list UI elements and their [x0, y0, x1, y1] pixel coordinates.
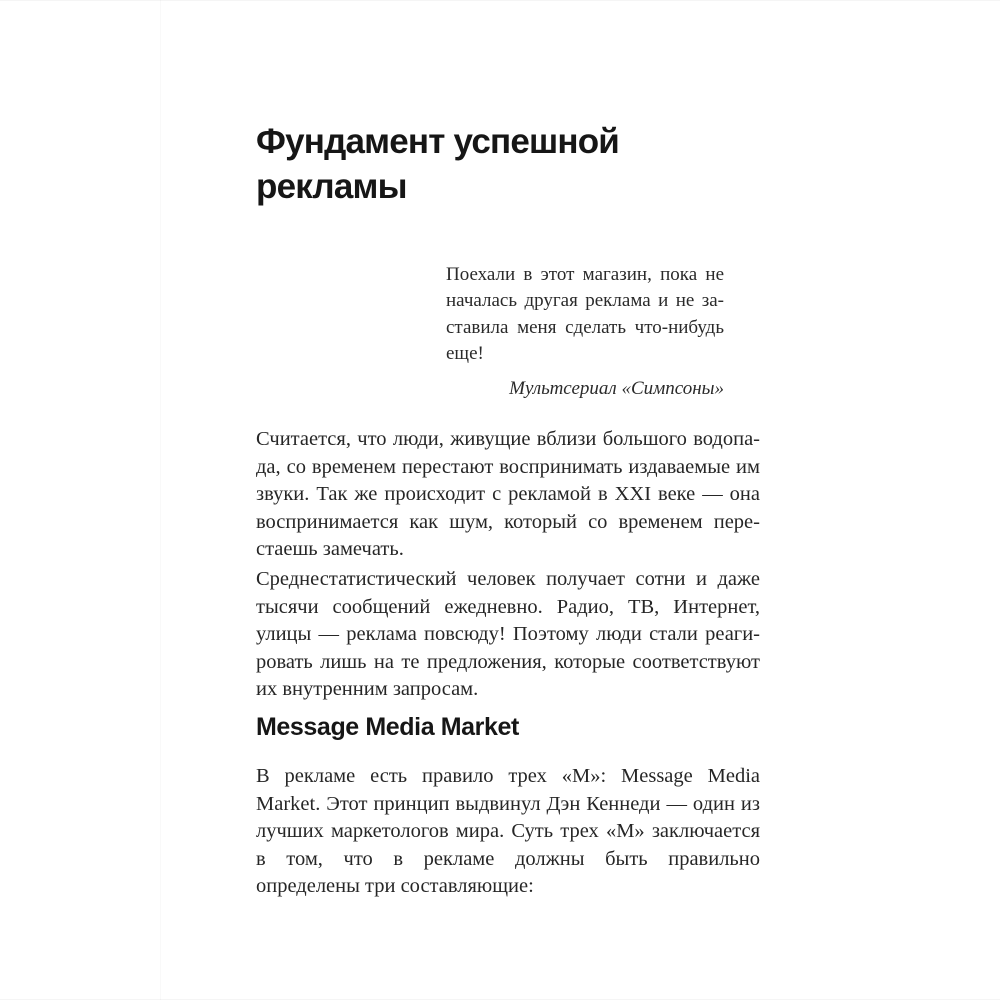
- paragraph-waterfall: Считается, что люди, живущие вблизи большого водопада, со временем перестают воспринимать издаваемые им звуки. Так же происходит с рекламой в XXI веке — она воспринимается как шум, который со временем перестаешь замечать.: [256, 428, 760, 561]
- epigraph-text: Поехали в этот магазин, пока не началась другая реклама и не заставила меня сделать что-нибудь еще!: [446, 264, 724, 364]
- section-heading: Message Media Market: [256, 713, 519, 741]
- paragraph-three-m-rule: В рекламе есть правило трех «М»: Message Media Market. Этот принцип выдвинул Дэн Кеннеди — один из лучших маркетологов мира. Суть трех «М» заключается в том, что в рекламе должны быть правильно определены три составляющие:: [256, 765, 760, 898]
- epigraph: [446, 262, 724, 402]
- paragraph-daily-messages: Среднестатистический человек получает сотни и даже тысячи сообщений ежедневно. Радио, ТВ, Интернет, улицы — реклама повсюду! Поэтому люди стали реагировать лишь на те предложения, которые соответствуют их внутренним запросам.: [256, 568, 760, 701]
- scan-edge: [160, 0, 161, 1000]
- chapter-title: Фундамент успешной рекламы: [256, 122, 619, 206]
- epigraph-attribution: Мультсериал «Симпсоны»: [509, 378, 724, 400]
